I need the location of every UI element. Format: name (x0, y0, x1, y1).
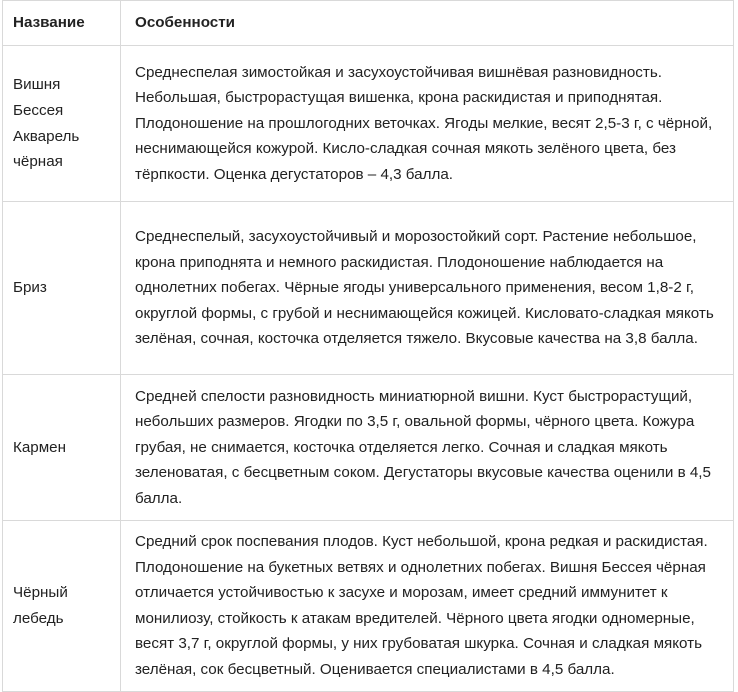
header-name: Название (3, 1, 121, 46)
variety-name: Чёрный лебедь (13, 584, 68, 627)
variety-name-cell (3, 375, 121, 521)
table-row (3, 521, 734, 692)
variety-description: Средний срок поспевания плодов. Куст небольшой, крона редкая и раскидистая. Плодоношение на букетных ветвях и однолетних побегах. Вишня Бессея чёрная отличается устойчивостью к засухе и морозам, имеет средний иммунитет к монилиозу, стойкость к атакам вредителей. Чёрного цвета ягодки одномерные, весят 3,7 г, округлой формы, у них грубоватая шкурка. Сочная и сладкая мякоть зелёная, сок бесцветный. Оценивается специалистами в 4,5 балла. (121, 521, 734, 692)
variety-name-cell (3, 521, 121, 692)
variety-name-cell (3, 46, 121, 202)
variety-name: Кармен (13, 438, 67, 456)
variety-description: Среднеспелый, засухоустойчивый и морозостойкий сорт. Растение небольшое, крона приподнята и немного раскидистая. Плодоношение наблюдается на однолетних побегах. Чёрные ягоды универсального применения, весом 1,8-2 г, округлой формы, с грубой и неснимающейся кожицей. Кисловато-сладкая мякоть зелёная, сочная, косточка отделяется тяжело. Вкусовые качества на 3,8 балла. (121, 202, 734, 375)
variety-table-container (2, 0, 733, 692)
table-row (3, 202, 734, 375)
variety-name-cell (3, 202, 121, 375)
table-row (3, 375, 734, 521)
variety-description: Средней спелости разновидность миниатюрной вишни. Куст быстрорастущий, небольших размеров. Ягодки по 3,5 г, овальной формы, чёрного цвета. Кожура грубая, не снимается, косточка отделяется легко. Сочная и сладкая мякоть зеленоватая, с бесцветным соком. Дегустаторы вкусовые качества оценили в 4,5 балла. (121, 375, 734, 521)
variety-name: Бриз (13, 279, 47, 297)
variety-description: Среднеспелая зимостойкая и засухоустойчивая вишнёвая разновидность. Небольшая, быстрорастущая вишенка, крона раскидистая и приподнятая. Плодоношение на прошлогодних веточках. Ягоды мелкие, весят 2,5-3 г, с чёрной, неснимающейся кожурой. Кисло-сладкая сочная мякоть зелёного цвета, без тёрпкости. Оценка дегустаторов – 4,3 балла. (121, 46, 734, 202)
variety-name: Вишня Бессея Акварель чёрная (13, 76, 80, 171)
table-header-row (3, 1, 734, 46)
header-features: Особенности (121, 1, 734, 46)
cherry-varieties-table (2, 0, 734, 692)
table-row (3, 46, 734, 202)
